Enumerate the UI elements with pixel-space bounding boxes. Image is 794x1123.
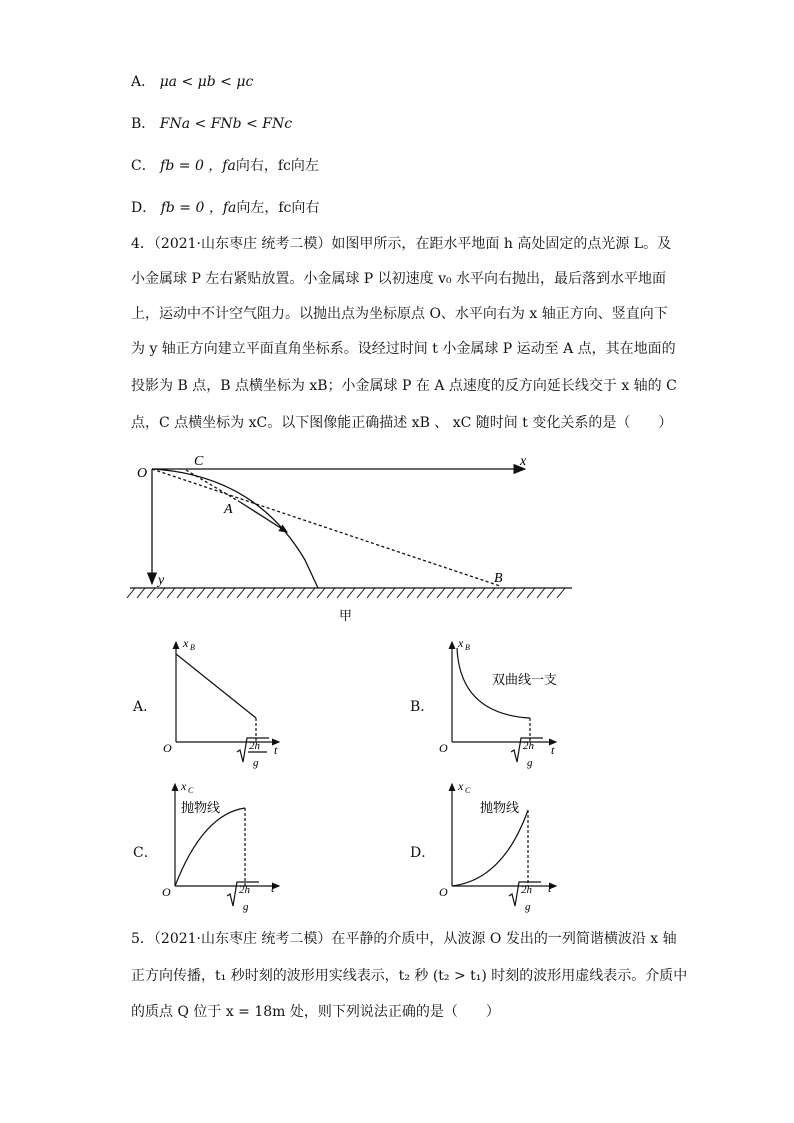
tick-numerator: 2h xyxy=(523,740,534,752)
label-o: O xyxy=(137,466,148,481)
curve-note: 抛物线 xyxy=(181,801,221,816)
option-letter: D． xyxy=(131,200,157,216)
trajectory-curve xyxy=(152,469,318,588)
graph-option-a xyxy=(131,634,291,774)
graph-b-svg xyxy=(408,634,588,774)
t-axis-label: t xyxy=(274,743,278,757)
option-part: fb = 0 ，fa xyxy=(160,158,236,174)
y-axis-sub: C xyxy=(188,786,194,795)
label-c: C xyxy=(194,454,204,469)
y-axis-sub: B xyxy=(190,643,195,652)
t-axis-label: t xyxy=(548,881,552,895)
origin-label: O xyxy=(162,885,171,899)
t-axis-label: t xyxy=(551,743,555,757)
figure-caption: 甲 xyxy=(339,609,353,624)
graph-d-parabola xyxy=(452,810,528,886)
tick-denominator: g xyxy=(243,901,249,913)
q5-line-1: 5．（2021·山东枣庄 统考二模）在平静的介质中，从波源 O 发出的一列简谐横波沿 x 轴 xyxy=(131,931,677,947)
option-letter: C． xyxy=(133,845,158,861)
label-b: B xyxy=(494,571,503,586)
graph-option-b xyxy=(408,634,588,774)
tick-denominator: g xyxy=(253,757,259,769)
option-part: 向右，fc xyxy=(235,158,291,174)
label-y: y xyxy=(158,573,165,588)
origin-label: O xyxy=(163,741,172,755)
graph-d-svg xyxy=(408,778,588,920)
y-axis-label: x xyxy=(183,636,189,650)
light-ray-ob xyxy=(152,469,500,586)
tick-numerator: 2h xyxy=(521,884,532,896)
tick-denominator: g xyxy=(527,757,533,769)
graph-c-svg xyxy=(131,778,291,920)
curve-note: 抛物线 xyxy=(480,801,520,816)
t-axis-label: t xyxy=(271,881,275,895)
y-axis-label: x xyxy=(458,779,464,793)
q4-line-1: 4．（2021·山东枣庄 统考二模）如图甲所示，在距水平地面 h 高处固定的点光源 L。及 xyxy=(131,236,672,252)
option-letter: D． xyxy=(410,845,436,861)
option-letter: C． xyxy=(131,158,156,174)
q4-line-5: 投影为 B 点，B 点横坐标为 xB；小金属球 P 在 A 点速度的反方向延长线交于 x 轴的 C xyxy=(131,378,677,394)
label-a: A xyxy=(224,502,233,517)
graph-a-svg xyxy=(131,634,291,774)
option-letter: A． xyxy=(133,699,158,715)
option-part: 向左，fc xyxy=(236,200,292,216)
y-axis-sub: B xyxy=(465,643,470,652)
graph-option-d xyxy=(408,778,588,920)
q4-line-4: 为 y 轴正方向建立平面直角坐标系。设经过时间 t 小金属球 P 运动至 A 点，其在地面的 xyxy=(131,341,676,357)
option-part: fb = 0 ，fa xyxy=(160,200,237,216)
q5-line-2: 正方向传播，t₁ 秒时刻的波形用实线表示，t₂ 秒 (t₂ > t₁) 时刻的波形用虚线表示。介质中 xyxy=(131,968,688,984)
graph-option-c xyxy=(131,778,291,920)
y-axis-label: x xyxy=(458,636,464,650)
graph-a-line xyxy=(176,654,256,718)
origin-label: O xyxy=(439,741,448,755)
option-body: FNa < FNb < FNc xyxy=(159,116,293,132)
origin-label: O xyxy=(439,885,448,899)
y-axis-label: x xyxy=(181,779,187,793)
ground-hatch xyxy=(127,588,565,598)
option-letter: A． xyxy=(131,74,156,90)
tick-numerator: 2h xyxy=(249,740,260,752)
tick-numerator: 2h xyxy=(239,884,250,896)
q5-line-3: 的质点 Q 位于 x = 18m 处，则下列说法正确的是（ ） xyxy=(131,1004,500,1020)
q4-line-2: 小金属球 P 左右紧贴放置。小金属球 P 以初速度 v₀ 水平向右抛出，最后落到水平地面 xyxy=(131,271,667,287)
option-letter: B． xyxy=(410,699,435,715)
y-axis-sub: C xyxy=(465,786,471,795)
tick-denominator: g xyxy=(525,901,531,913)
curve-note: 双曲线一支 xyxy=(492,673,558,688)
label-x: x xyxy=(520,454,527,469)
option-letter: B． xyxy=(131,116,156,132)
q4-line-6: 点，C 点横坐标为 xC。以下图像能正确描述 xB 、 xC 随时间 t 变化关系的是（ ） xyxy=(131,415,673,431)
q4-line-3: 上，运动中不计空气阻力。以抛出点为坐标原点 O、水平向右为 x 轴正方向、竖直向下 xyxy=(131,306,668,322)
option-body: μa < μb < μc xyxy=(159,74,254,90)
option-part: 向右 xyxy=(291,200,320,216)
option-part: 向左 xyxy=(290,158,319,174)
graph-c-parabola xyxy=(175,808,245,886)
